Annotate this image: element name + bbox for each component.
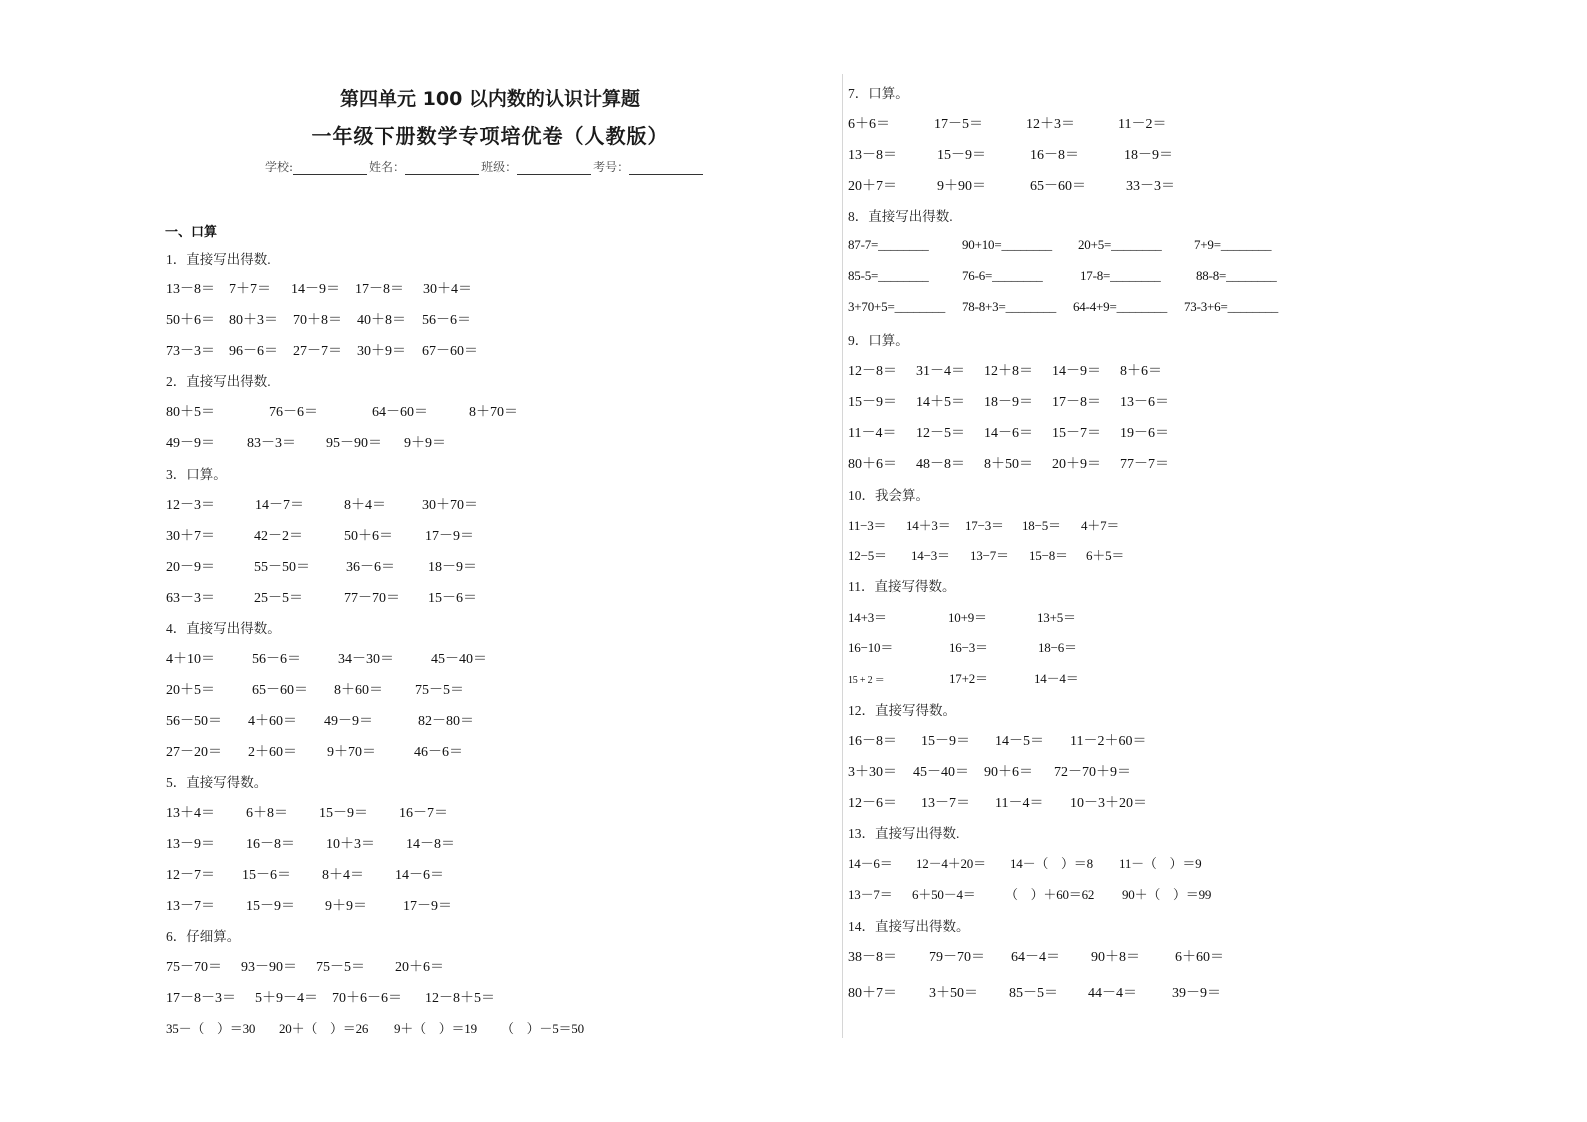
question-heading: 14．直接写出得数。 — [848, 919, 970, 934]
problem-with-blank: 87-7=________ — [848, 237, 929, 252]
problem: 18−5＝ — [1022, 518, 1061, 533]
problem: 30＋7＝ — [166, 529, 215, 544]
problem: 17－8－3＝ — [166, 991, 236, 1006]
problem: 17－8＝ — [1052, 395, 1101, 410]
question-heading: 2．直接写出得数. — [166, 374, 271, 389]
problem: 13－7＝ — [166, 899, 215, 914]
exam-number-blank[interactable] — [629, 162, 703, 175]
problem: 85－5＝ — [1009, 986, 1058, 1001]
problem: 38－8＝ — [848, 950, 897, 965]
problem: 44－4＝ — [1088, 986, 1137, 1001]
name-blank[interactable] — [405, 162, 479, 175]
problem: 13－8＝ — [848, 148, 897, 163]
problem: 14－8＝ — [406, 837, 455, 852]
fill-in-problem: （ ）＋60＝62 — [1005, 887, 1095, 902]
problem: 5＋9－4＝ — [255, 991, 318, 1006]
problem: 75－5＝ — [415, 683, 464, 698]
problem: 27－20＝ — [166, 745, 222, 760]
problem: 17－5＝ — [934, 117, 983, 132]
problem: 75－70＝ — [166, 960, 222, 975]
problem: 14＋5＝ — [916, 395, 965, 410]
problem: 15－6＝ — [428, 591, 477, 606]
problem: 33－3＝ — [1126, 179, 1175, 194]
problem: 63－3＝ — [166, 591, 215, 606]
problem: 30＋70＝ — [422, 498, 478, 513]
problem: 12＋3＝ — [1026, 117, 1075, 132]
problem: 79－70＝ — [929, 950, 985, 965]
problem: 17+2＝ — [949, 671, 988, 686]
fill-in-problem: （ ）－5＝50 — [501, 1021, 584, 1036]
problem: 3＋50＝ — [929, 986, 978, 1001]
question-heading: 13．直接写出得数. — [848, 826, 960, 841]
problem: 27－7＝ — [293, 344, 342, 359]
problem: 50＋6＝ — [166, 313, 215, 328]
problem: 8＋4＝ — [322, 868, 364, 883]
question-heading: 9．口算。 — [848, 333, 909, 348]
exam-number-label: 考号： — [593, 160, 630, 174]
problem: 70＋8＝ — [293, 313, 342, 328]
problem: 14＋3＝ — [906, 518, 951, 533]
problem-with-blank: 85-5=________ — [848, 268, 929, 283]
problem: 20－9＝ — [166, 560, 215, 575]
problem: 9＋90＝ — [937, 179, 986, 194]
problem: 20＋9＝ — [1052, 457, 1101, 472]
problem: 39－9＝ — [1172, 986, 1221, 1001]
question-heading: 1．直接写出得数. — [166, 252, 271, 267]
problem: 15－9＝ — [937, 148, 986, 163]
column-divider — [842, 74, 843, 1038]
section-title: 一、口算 — [165, 225, 218, 240]
problem: 14－6＝ — [984, 426, 1033, 441]
school-label: 学校: — [265, 160, 294, 174]
problem: 30＋9＝ — [357, 344, 406, 359]
problem: 17－8＝ — [355, 282, 404, 297]
problem: 13−7＝ — [970, 548, 1009, 563]
problem: 12−5＝ — [848, 548, 887, 563]
problem: 56－50＝ — [166, 714, 222, 729]
problem: 8＋50＝ — [984, 457, 1033, 472]
problem: 9＋9＝ — [325, 899, 367, 914]
problem: 14－4＝ — [1034, 671, 1079, 686]
problem: 12－8＋5＝ — [425, 991, 495, 1006]
problem: 90＋8＝ — [1091, 950, 1140, 965]
fill-in-problem: 11－（ ）＝9 — [1119, 856, 1202, 871]
problem: 20＋6＝ — [395, 960, 444, 975]
problem: 56－6＝ — [252, 652, 301, 667]
fill-in-problem: 14－（ ）＝8 — [1010, 856, 1093, 871]
problem: 49－9＝ — [166, 436, 215, 451]
problem-with-blank: 90+10=________ — [962, 237, 1052, 252]
problem: 13－7＝ — [848, 887, 893, 902]
problem-with-blank: 73-3+6=________ — [1184, 299, 1278, 314]
problem: 20＋5＝ — [166, 683, 215, 698]
problem: 90＋6＝ — [984, 765, 1033, 780]
fill-in-problem: 90＋（ ）＝99 — [1122, 887, 1212, 902]
problem: 7＋7＝ — [229, 282, 271, 297]
problem: 15－9＝ — [246, 899, 295, 914]
problem: 16−3＝ — [949, 640, 988, 655]
problem: 10+9＝ — [948, 610, 987, 625]
problem: 11－4＝ — [848, 426, 897, 441]
problem: 10＋3＝ — [326, 837, 375, 852]
problem: 6＋6＝ — [848, 117, 890, 132]
problem: 16－8＝ — [1030, 148, 1079, 163]
problem: 14－7＝ — [255, 498, 304, 513]
problem: 36－6＝ — [346, 560, 395, 575]
problem: 4＋7＝ — [1081, 518, 1120, 533]
problem: 13－7＝ — [921, 796, 970, 811]
problem: 65－60＝ — [252, 683, 308, 698]
question-heading: 7．口算。 — [848, 86, 909, 101]
problem: 96－6＝ — [229, 344, 278, 359]
problem: 80＋7＝ — [848, 986, 897, 1001]
problem: 45－40＝ — [431, 652, 487, 667]
problem: 13－9＝ — [166, 837, 215, 852]
problem: 13+5＝ — [1037, 610, 1076, 625]
problem: 45－40＝ — [913, 765, 969, 780]
problem: 6＋50－4＝ — [912, 887, 976, 902]
problem: 18－9＝ — [984, 395, 1033, 410]
problem: 16−10＝ — [848, 640, 894, 655]
problem: 83－3＝ — [247, 436, 296, 451]
problem: 50＋6＝ — [344, 529, 393, 544]
page-title: 第四单元 100 以内数的认识计算题 — [340, 88, 640, 110]
problem: 13－8＝ — [166, 282, 215, 297]
problem: 14－6＝ — [395, 868, 444, 883]
problem: 56－6＝ — [422, 313, 471, 328]
problem-with-blank: 17-8=________ — [1080, 268, 1161, 283]
problem: 12－4＋20＝ — [916, 856, 986, 871]
problem: 13＋4＝ — [166, 806, 215, 821]
problem: 80＋3＝ — [229, 313, 278, 328]
problem: 2＋60＝ — [248, 745, 297, 760]
problem: 40＋8＝ — [357, 313, 406, 328]
problem: 31－4＝ — [916, 364, 965, 379]
problem: 16－7＝ — [399, 806, 448, 821]
problem-with-blank: 20+5=________ — [1078, 237, 1162, 252]
fill-in-problem: 9＋（ ）＝19 — [394, 1021, 477, 1036]
problem: 17−3＝ — [965, 518, 1004, 533]
problem: 70＋6－6＝ — [332, 991, 402, 1006]
problem: 8＋6＝ — [1120, 364, 1162, 379]
problem: 18−6＝ — [1038, 640, 1077, 655]
problem: 76－6＝ — [269, 405, 318, 420]
problem: 65－60＝ — [1030, 179, 1086, 194]
question-heading: 11．直接写得数。 — [848, 579, 956, 594]
problem: 9＋9＝ — [404, 436, 446, 451]
question-heading: 3．口算。 — [166, 467, 227, 482]
problem-with-blank: 3+70+5=________ — [848, 299, 945, 314]
student-info-line — [265, 158, 705, 175]
problem: 77－70＝ — [344, 591, 400, 606]
problem: 48－8＝ — [916, 457, 965, 472]
question-heading: 5．直接写得数。 — [166, 775, 268, 790]
problem: 3＋30＝ — [848, 765, 897, 780]
question-heading: 8．直接写出得数. — [848, 209, 953, 224]
problem: 20＋7＝ — [848, 179, 897, 194]
problem: 13－6＝ — [1120, 395, 1169, 410]
problem: 67－60＝ — [422, 344, 478, 359]
problem: 19－6＝ — [1120, 426, 1169, 441]
problem: 12－3＝ — [166, 498, 215, 513]
problem: 55－50＝ — [254, 560, 310, 575]
problem: 73－3＝ — [166, 344, 215, 359]
problem: 14－9＝ — [1052, 364, 1101, 379]
problem: 30＋4＝ — [423, 282, 472, 297]
problem: 17－9＝ — [425, 529, 474, 544]
problem: 11−3＝ — [848, 518, 887, 533]
problem: 12－8＝ — [848, 364, 897, 379]
problem: 80＋5＝ — [166, 405, 215, 420]
problem: 14－9＝ — [291, 282, 340, 297]
problem: 11－2＝ — [1118, 117, 1167, 132]
question-heading: 12．直接写得数。 — [848, 703, 956, 718]
problem: 25－5＝ — [254, 591, 303, 606]
problem: 95－90＝ — [326, 436, 382, 451]
problem-with-blank: 88-8=________ — [1196, 268, 1277, 283]
problem: 80＋6＝ — [848, 457, 897, 472]
problem: 82－80＝ — [418, 714, 474, 729]
problem: 12＋8＝ — [984, 364, 1033, 379]
problem: 11－2＋60＝ — [1070, 734, 1147, 749]
problem: 93－90＝ — [241, 960, 297, 975]
problem: 12－5＝ — [916, 426, 965, 441]
problem: 6＋60＝ — [1175, 950, 1224, 965]
problem: 14－6＝ — [848, 856, 893, 871]
problem: 8＋4＝ — [344, 498, 386, 513]
problem: 12－6＝ — [848, 796, 897, 811]
problem: 6＋5＝ — [1086, 548, 1125, 563]
problem: 17－9＝ — [403, 899, 452, 914]
page-subtitle: 一年级下册数学专项培优卷（人教版） — [311, 124, 669, 148]
problem-with-blank: 7+9=________ — [1194, 237, 1272, 252]
problem: 15－9＝ — [848, 395, 897, 410]
class-label: 班级： — [481, 160, 518, 174]
problem: 14+3＝ — [848, 610, 887, 625]
class-blank[interactable] — [517, 162, 591, 175]
problem-with-blank: 76-6=________ — [962, 268, 1043, 283]
problem: 9＋70＝ — [327, 745, 376, 760]
problem: 15−8＝ — [1029, 548, 1068, 563]
problem: 15－6＝ — [242, 868, 291, 883]
problem-with-blank: 64-4+9=________ — [1073, 299, 1167, 314]
question-heading: 10．我会算。 — [848, 488, 929, 503]
problem: 64－60＝ — [372, 405, 428, 420]
problem: 77－7＝ — [1120, 457, 1169, 472]
problem: 4＋10＝ — [166, 652, 215, 667]
problem: 49－9＝ — [324, 714, 373, 729]
problem: 18－9＝ — [1124, 148, 1173, 163]
problem: 15－9＝ — [319, 806, 368, 821]
fill-in-problem: 20＋（ ）＝26 — [279, 1021, 369, 1036]
problem: 34－30＝ — [338, 652, 394, 667]
problem: 18－9＝ — [428, 560, 477, 575]
problem: 15－9＝ — [921, 734, 970, 749]
question-heading: 4．直接写出得数。 — [166, 621, 281, 636]
problem: 14－5＝ — [995, 734, 1044, 749]
problem: 14−3＝ — [911, 548, 950, 563]
problem: 4＋60＝ — [248, 714, 297, 729]
problem: 12－7＝ — [166, 868, 215, 883]
problem: 42－2＝ — [254, 529, 303, 544]
problem: 16－8＝ — [848, 734, 897, 749]
problem: 46－6＝ — [414, 745, 463, 760]
fill-in-problem: 35－（ ）＝30 — [166, 1021, 256, 1036]
problem: 8＋60＝ — [334, 683, 383, 698]
problem: 10－3＋20＝ — [1070, 796, 1147, 811]
problem: 11－4＝ — [995, 796, 1044, 811]
problem-with-blank: 78-8+3=________ — [962, 299, 1056, 314]
problem: 8＋70＝ — [469, 405, 518, 420]
name-label: 姓名： — [369, 160, 406, 174]
problem: 64－4＝ — [1011, 950, 1060, 965]
problem: 6＋8＝ — [246, 806, 288, 821]
problem: 75－5＝ — [316, 960, 365, 975]
question-heading: 6．仔细算。 — [166, 929, 241, 944]
problem: 15－7＝ — [1052, 426, 1101, 441]
problem: 72－70＋9＝ — [1054, 765, 1131, 780]
school-blank[interactable] — [293, 162, 367, 175]
problem: 16－8＝ — [246, 837, 295, 852]
problem: 15 + 2 ＝ — [848, 675, 885, 686]
